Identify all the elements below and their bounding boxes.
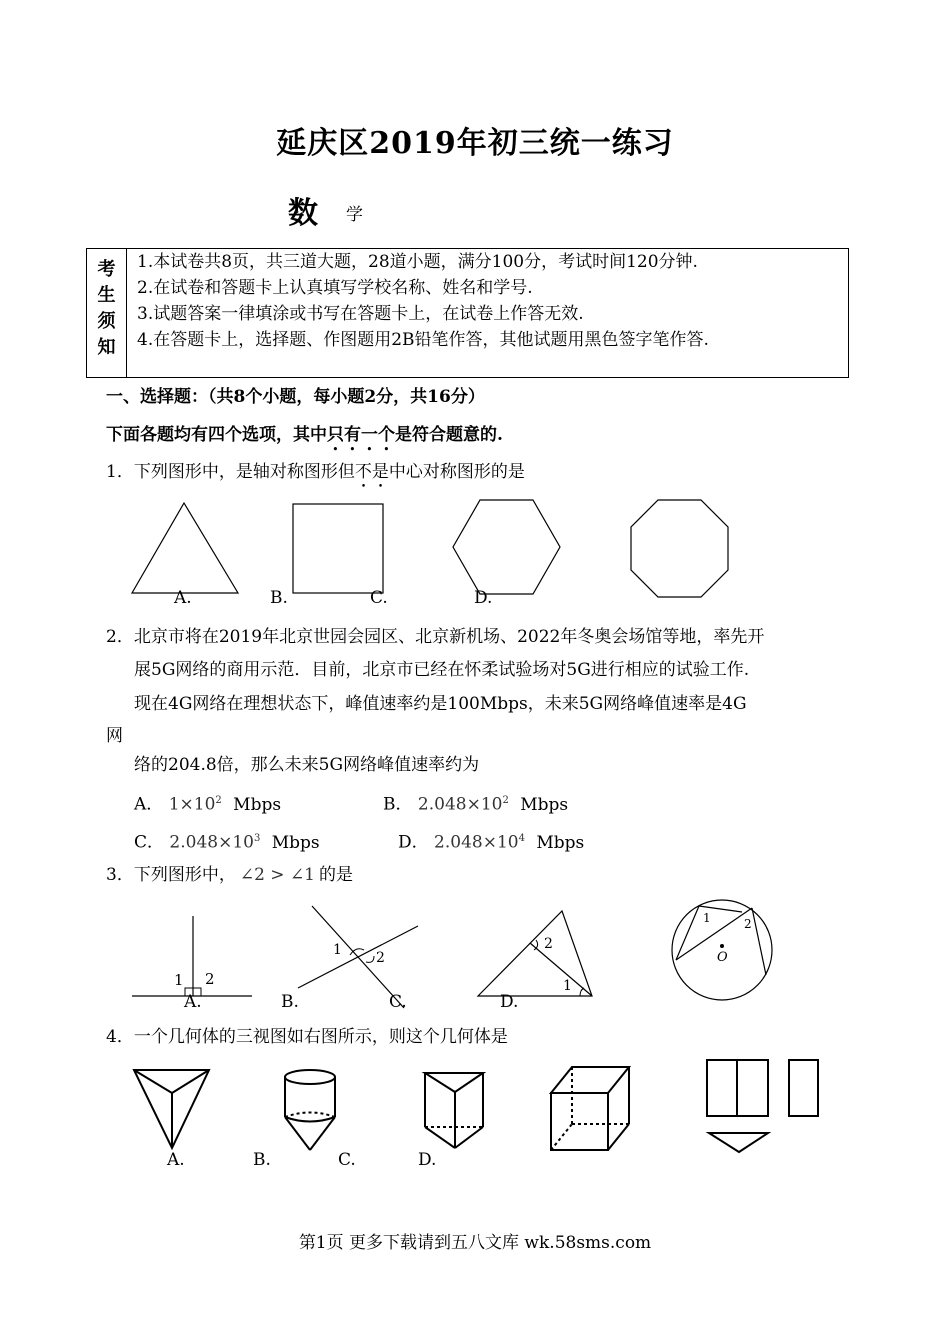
q4-figure-c — [425, 1073, 483, 1148]
q4-three-views — [707, 1060, 818, 1152]
instruction-text: 下面各题均有四个选项，其中 — [106, 425, 327, 445]
instruction-emphasis: 只有一个 — [327, 425, 395, 445]
q4-option-b[interactable]: B. — [253, 1150, 271, 1170]
option-exp: 3 — [253, 833, 261, 844]
notice-heading-char: 考 — [97, 259, 116, 280]
angle-label-1: 1 — [174, 971, 184, 989]
instruction-text: 是符合题意的. — [395, 425, 503, 445]
q4-option-c[interactable]: C. — [338, 1150, 356, 1170]
option-label: B． — [383, 794, 413, 815]
q3-option-c[interactable]: C. — [389, 992, 407, 1012]
page-title: 延庆区2019年初三统一练习 — [276, 126, 674, 161]
q2-line: 络的204.8倍，那么未来5G网络峰值速率约为 — [134, 755, 480, 775]
q3-text-post: 的是 — [319, 865, 353, 885]
q3-expression: ∠2 > ∠1 — [239, 865, 315, 885]
notice-heading-char: 须 — [97, 311, 116, 332]
page-footer: 第1页 更多下载请到五八文库 wk.58sms.com — [298, 1233, 652, 1253]
q4-figure-a — [134, 1070, 209, 1148]
q1-emphasis: 不是 — [354, 462, 389, 482]
q4-figure-d — [551, 1067, 629, 1150]
q4-option-d[interactable]: D. — [418, 1150, 437, 1170]
angle-label-1: 1 — [333, 942, 342, 958]
q4-option-a[interactable]: A. — [167, 1150, 185, 1170]
q1-option-a[interactable]: A. — [174, 588, 192, 608]
option-exp: 2 — [215, 795, 222, 806]
q2-line: 现在4G网络在理想状态下，峰值速率约是100Mbps，未来5G网络峰值速率是4G — [134, 694, 747, 714]
option-coef: 2.048×10 — [169, 832, 254, 853]
section-title: 一、选择题：（共8个小题，每小题2分，共16分） — [106, 387, 485, 407]
angle-label-1: 1 — [563, 978, 572, 994]
notice-item: 2.在试卷和答题卡上认真填写学校名称、姓名和学号. — [137, 278, 533, 298]
option-label: D． — [398, 832, 429, 853]
option-exp: 4 — [518, 833, 525, 844]
circle-center-label: O — [717, 950, 728, 965]
option-unit: Mbps — [536, 832, 585, 853]
notice-heading-char: 知 — [97, 337, 116, 358]
option-unit: Mbps — [520, 794, 569, 815]
q1-text-post: 中心对称图形的是 — [388, 462, 525, 482]
q2-line: 2．北京市将在2019年北京世园会园区、北京新机场、2022年冬奥会场馆等地，率先开 — [106, 627, 765, 647]
q2-line: 网 — [106, 726, 123, 746]
angle-label-1: 1 — [703, 911, 711, 925]
option-coef: 2.048×10 — [434, 832, 519, 853]
angle-label-2: 2 — [205, 970, 215, 988]
notice-item: 3.试题答案一律填涂或书写在答题卡上，在试卷上作答无效. — [137, 304, 584, 324]
q3-option-b[interactable]: B. — [281, 992, 299, 1012]
option-unit: Mbps — [271, 832, 320, 853]
subject-title-suffix: 学 — [346, 205, 363, 225]
q2-line: 展5G网络的商用示范．目前，北京市已经在怀柔试验场对5G进行相应的试验工作. — [134, 660, 750, 680]
q4-figure-b — [285, 1070, 335, 1150]
q1-option-b[interactable]: B. — [270, 588, 288, 608]
option-coef: 2.048×10 — [417, 794, 503, 815]
q3-option-d[interactable]: D. — [500, 992, 519, 1012]
notice-item: 1.本试卷共8页，共三道大题，28道小题，满分100分，考试时间120分钟. — [137, 252, 698, 272]
notice-heading-char: 生 — [97, 285, 116, 306]
subject-title: 数 — [288, 196, 318, 231]
option-label: A． — [134, 794, 164, 815]
option-unit: Mbps — [233, 794, 282, 815]
q3-option-a[interactable]: A. — [184, 992, 202, 1012]
option-label: C． — [134, 832, 165, 853]
q3-text-pre: 3．下列图形中， — [106, 865, 236, 885]
q4-text: 4．一个几何体的三视图如右图所示，则这个几何体是 — [106, 1027, 508, 1047]
q1-option-c[interactable]: C. — [370, 588, 388, 608]
angle-label-2: 2 — [376, 950, 385, 966]
angle-label-2: 2 — [544, 936, 553, 952]
option-coef: 1×10 — [168, 794, 216, 815]
q1-option-d[interactable]: D. — [474, 588, 493, 608]
angle-label-2: 2 — [744, 917, 752, 931]
notice-item: 4.在答题卡上，选择题、作图题用2B铅笔作答，其他试题用黑色签字笔作答. — [137, 330, 709, 350]
option-exp: 2 — [502, 795, 509, 806]
q1-text-pre: 1．下列图形中，是轴对称图形但 — [106, 462, 355, 482]
